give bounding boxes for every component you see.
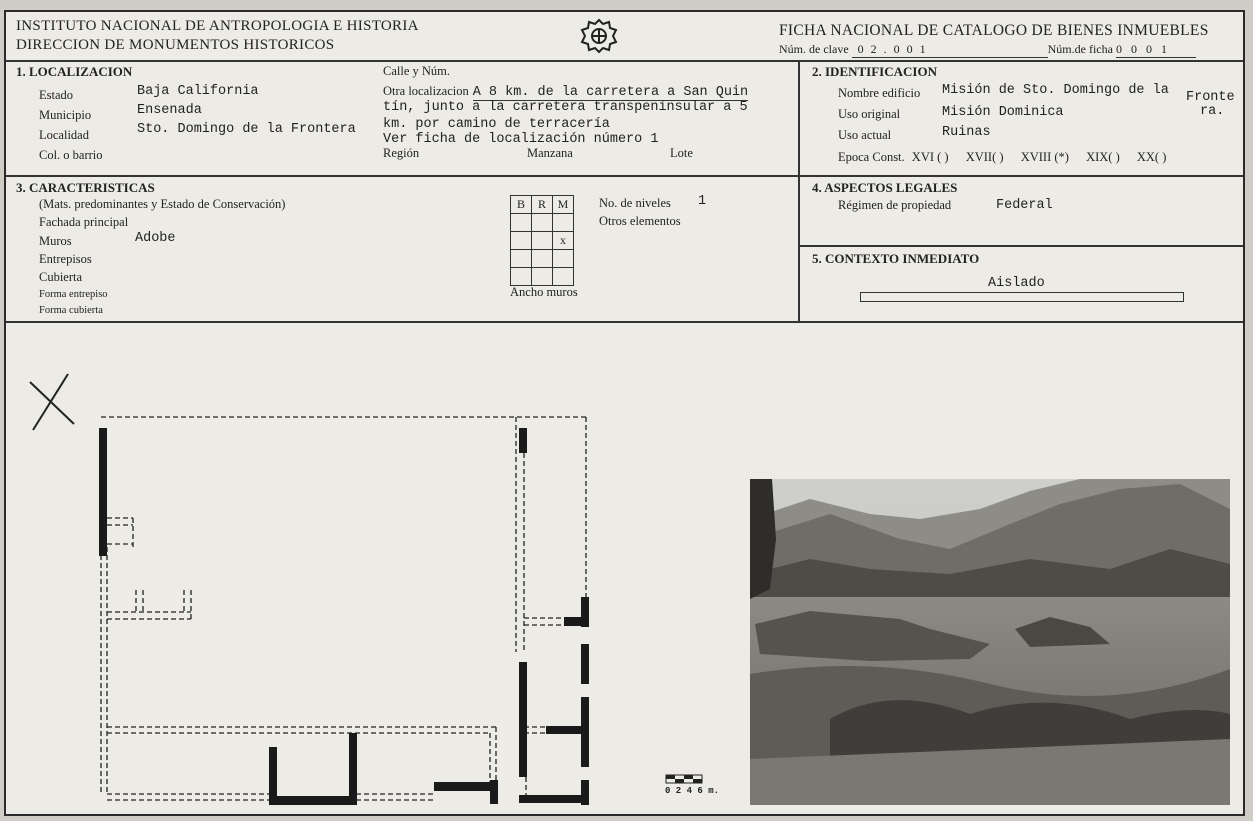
form-title: FICHA NACIONAL DE CATALOGO DE BIENES INMUEBLES bbox=[779, 22, 1209, 39]
manzana-label: Manzana bbox=[527, 146, 573, 160]
uso-actual-label: Uso actual bbox=[838, 128, 892, 142]
epoch-xviii: XVIII (*) bbox=[1020, 150, 1069, 164]
niveles-value: 1 bbox=[698, 194, 707, 209]
municipio-label: Municipio bbox=[39, 108, 92, 122]
grid-header: M bbox=[553, 196, 574, 214]
grid-cell bbox=[532, 250, 553, 268]
caracteristicas-subtitle: (Mats. predominantes y Estado de Conservación) bbox=[39, 197, 286, 211]
scale-label: 0 2 4 6 m. bbox=[665, 786, 720, 796]
catalog-form-sheet bbox=[4, 10, 1245, 816]
uso-actual-value: Ruinas bbox=[942, 125, 991, 140]
localizacion-title: 1. LOCALIZACION bbox=[16, 64, 133, 79]
lote-label: Lote bbox=[670, 146, 693, 160]
nombre-label: Nombre edificio bbox=[838, 86, 921, 100]
epoch-xx: XX( ) bbox=[1136, 150, 1167, 164]
grid-cell bbox=[553, 250, 574, 268]
regimen-label: Régimen de propiedad bbox=[838, 198, 952, 212]
ancho-muros-label: Ancho muros bbox=[510, 285, 578, 299]
grid-cell bbox=[511, 232, 532, 250]
directorate-name: DIRECCION DE MONUMENTOS HISTORICOS bbox=[16, 37, 335, 53]
scale-bar-icon bbox=[666, 775, 702, 783]
nombre-value: Misión de Sto. Domingo de la bbox=[942, 83, 1169, 98]
colonia-label: Col. o barrio bbox=[39, 148, 103, 162]
grid-cell bbox=[511, 250, 532, 268]
epoca-label: Epoca Const. bbox=[838, 150, 905, 164]
estado-value: Baja California bbox=[137, 84, 259, 99]
calle-label: Calle y Núm. bbox=[383, 64, 451, 78]
cubierta-label: Cubierta bbox=[39, 270, 83, 284]
inah-emblem-icon bbox=[578, 17, 620, 55]
caracteristicas-title: 3. CARACTERISTICAS bbox=[16, 180, 155, 195]
niveles-label: No. de niveles bbox=[599, 196, 671, 210]
calle-value-line2: tín, junto a la carretera transpeninsular a 5 bbox=[383, 100, 748, 115]
entrepisos-label: Entrepisos bbox=[39, 252, 92, 266]
uso-original-label: Uso original bbox=[838, 107, 901, 121]
contexto-value: Aislado bbox=[988, 276, 1045, 291]
otra-localizacion-label: Otra localizacion bbox=[383, 84, 469, 98]
uso-original-value: Misión Dominica bbox=[942, 105, 1064, 120]
grid-cell bbox=[532, 268, 553, 286]
grid-cell bbox=[532, 214, 553, 232]
north-arrow-icon bbox=[30, 374, 74, 430]
floor-plan bbox=[6, 322, 751, 816]
grid-cell bbox=[553, 268, 574, 286]
regimen-value: Federal bbox=[996, 198, 1053, 213]
grid-cell bbox=[511, 268, 532, 286]
divider bbox=[798, 245, 1243, 247]
clave-label: Núm. de clave bbox=[779, 42, 849, 56]
forma-cubierta-label: Forma cubierta bbox=[39, 305, 103, 316]
estado-label: Estado bbox=[39, 88, 74, 102]
forma-entrepiso-label: Forma entrepiso bbox=[39, 289, 108, 300]
ficha-label: Núm.de ficha bbox=[1047, 42, 1113, 56]
divider bbox=[798, 60, 800, 322]
calle-value-line3: km. por camino de terracería bbox=[383, 117, 610, 132]
municipio-value: Ensenada bbox=[137, 103, 202, 118]
grid-header: B bbox=[511, 196, 532, 214]
calle-value-line4: Ver ficha de localización número 1 bbox=[383, 132, 659, 147]
muros-value: Adobe bbox=[135, 231, 176, 246]
clave-value: 0 2 . 0 0 1 bbox=[852, 42, 1048, 58]
grid-cell bbox=[511, 214, 532, 232]
ficha-value: 0 0 0 1 bbox=[1116, 42, 1196, 58]
localidad-value: Sto. Domingo de la Frontera bbox=[137, 122, 356, 137]
institute-name: INSTITUTO NACIONAL DE ANTROPOLOGIA E HISTORIA bbox=[16, 18, 419, 34]
nombre-value-cont: Fronte bbox=[1186, 90, 1235, 105]
divider bbox=[6, 175, 1243, 177]
grid-cell bbox=[532, 232, 553, 250]
otros-elementos-label: Otros elementos bbox=[599, 214, 681, 228]
epoch-xvi: XVI ( ) bbox=[911, 150, 949, 164]
calle-value-line1: A 8 km. de la carretera a San Quin bbox=[472, 85, 749, 100]
muros-label: Muros bbox=[39, 234, 72, 248]
site-photograph bbox=[750, 479, 1230, 805]
divider bbox=[6, 60, 1243, 62]
epoca-row bbox=[838, 150, 1166, 165]
aspectos-legales-title: 4. ASPECTOS LEGALES bbox=[812, 180, 958, 195]
condition-grid bbox=[510, 195, 574, 286]
contexto-title: 5. CONTEXTO INMEDIATO bbox=[812, 251, 980, 266]
localidad-label: Localidad bbox=[39, 128, 89, 142]
fachada-label: Fachada principal bbox=[39, 215, 129, 229]
nombre-value-cont2: ra. bbox=[1200, 104, 1225, 119]
identificacion-title: 2. IDENTIFICACION bbox=[812, 64, 937, 79]
epoch-xix: XIX( ) bbox=[1086, 150, 1120, 164]
grid-cell bbox=[553, 214, 574, 232]
grid-cell: x bbox=[553, 232, 574, 250]
contexto-bar bbox=[860, 292, 1184, 302]
epoch-xvii: XVII( ) bbox=[965, 150, 1004, 164]
grid-header: R bbox=[532, 196, 553, 214]
region-label: Región bbox=[383, 146, 420, 160]
